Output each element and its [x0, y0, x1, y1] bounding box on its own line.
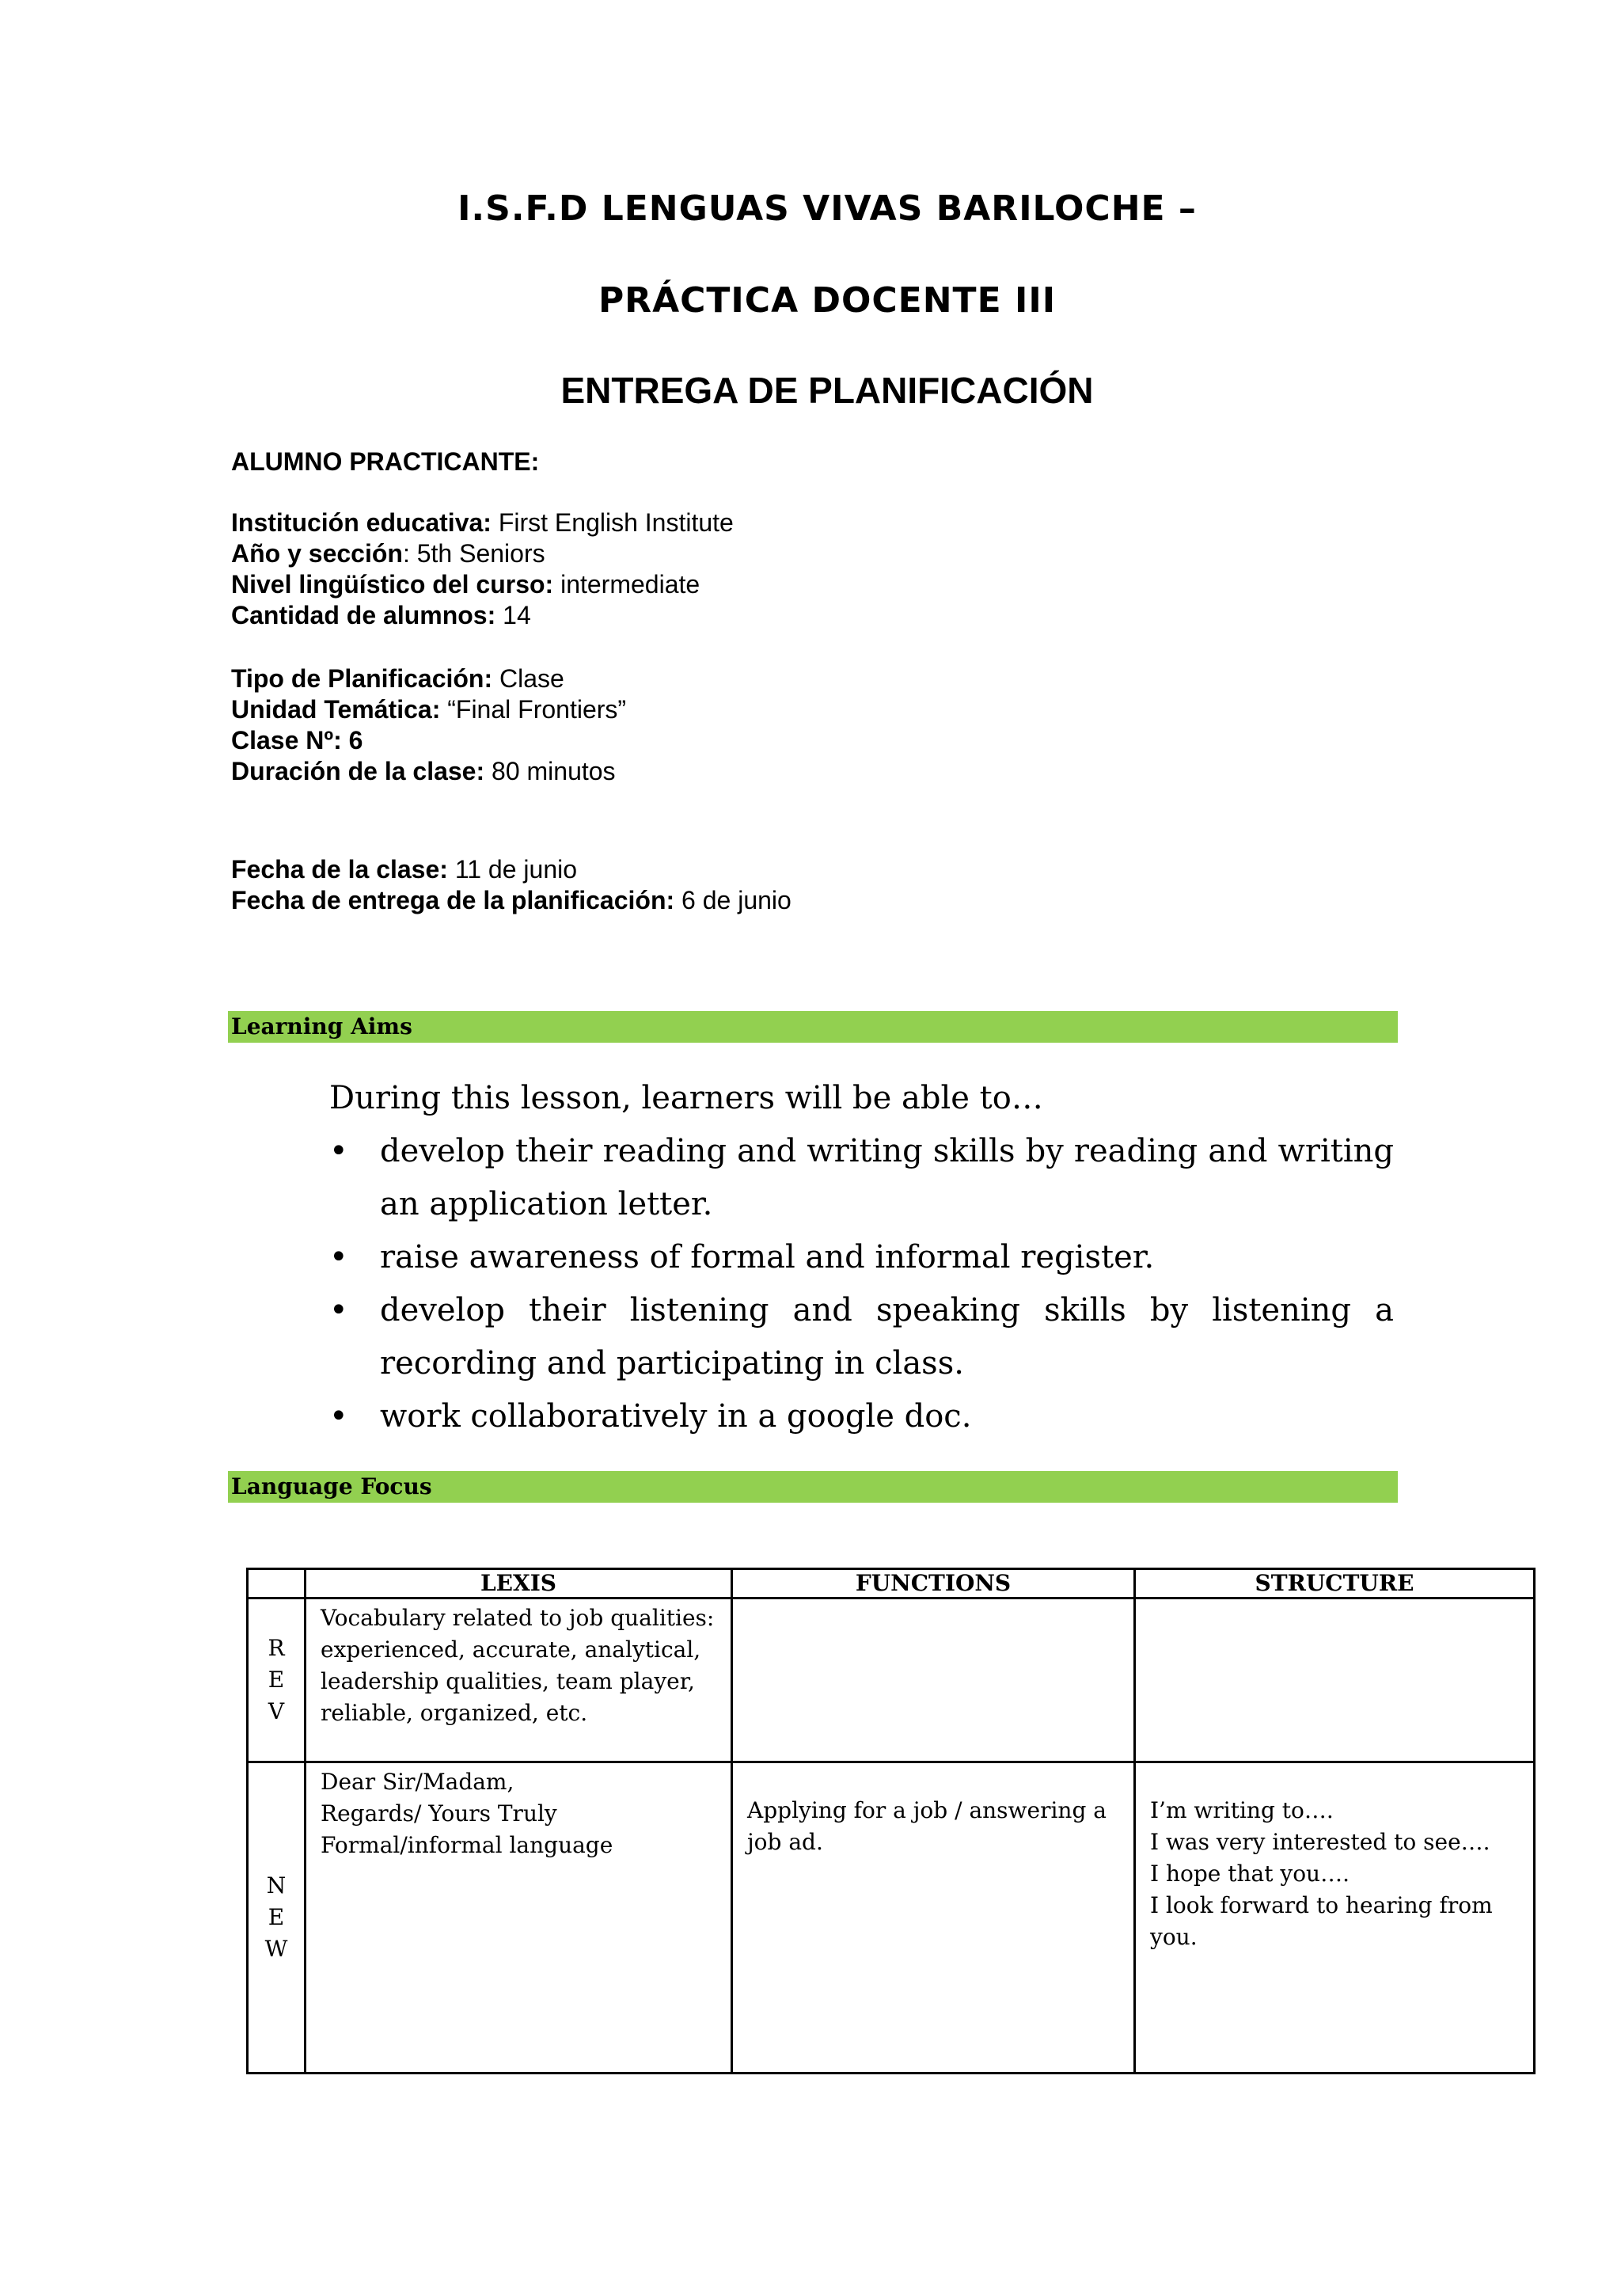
learning-aims-list [329, 1125, 1394, 1443]
table-header-functions: FUNCTIONS [732, 1569, 1135, 1598]
row-label-letter: E [268, 1667, 285, 1693]
info-value: 11 de junio [447, 855, 578, 884]
info-block-institution [231, 507, 734, 631]
language-focus-table [246, 1568, 1536, 2074]
info-value: 80 minutos [484, 757, 616, 785]
info-value: intermediate [553, 570, 700, 599]
info-row [231, 885, 792, 916]
info-label: Fecha de entrega de la planificación: [231, 886, 675, 914]
info-row [231, 600, 734, 631]
new-structure-cell [1135, 1762, 1535, 2074]
rev-lexis-cell: Vocabulary related to job qualities: experienced, accurate, analytical, leadership qualities, team player, reliable, organized, etc. [306, 1598, 732, 1762]
list-item: • raise awareness of formal and informal register. [329, 1231, 1394, 1284]
info-row [231, 725, 626, 756]
learning-aims-section [329, 1072, 1394, 1443]
info-value: First English Institute [491, 508, 734, 537]
course-title: PRÁCTICA DOCENTE III [598, 280, 1057, 321]
table-row-review [248, 1598, 1535, 1762]
row-label-letter: R [268, 1635, 285, 1661]
info-block-dates [231, 854, 792, 916]
table-header-structure: STRUCTURE [1135, 1569, 1535, 1598]
cell-line: I hope that you…. [1150, 1861, 1350, 1887]
info-value: : 5th Seniors [402, 539, 545, 568]
info-value: 14 [495, 601, 531, 629]
info-value: “Final Frontiers” [440, 695, 627, 724]
table-header-lexis: LEXIS [306, 1569, 732, 1598]
cell-line: I was very interested to see…. [1150, 1829, 1490, 1855]
table-corner-cell [248, 1569, 306, 1598]
document-title: ENTREGA DE PLANIFICACIÓN [560, 370, 1094, 411]
info-row [231, 507, 734, 538]
info-label: Año y sección [231, 539, 403, 568]
cell-line: I’m writing to…. [1150, 1797, 1334, 1823]
info-label: Nivel lingüístico del curso: [231, 570, 554, 599]
info-row [231, 663, 626, 694]
row-label-letter: V [268, 1698, 285, 1724]
alumno-label: ALUMNO PRACTICANTE: [231, 447, 540, 476]
learning-aims-heading: Learning Aims [228, 1011, 1398, 1043]
row-label-letter: E [268, 1904, 285, 1930]
cell-line: I look forward to hearing from you. [1150, 1892, 1493, 1950]
row-label-rev [248, 1598, 306, 1762]
info-label: Cantidad de alumnos: [231, 601, 496, 629]
info-row [231, 694, 626, 725]
info-label: Tipo de Planificación: [231, 664, 493, 693]
list-item: • develop their listening and speaking skills by listening a recording and participating in class. [329, 1284, 1394, 1390]
cell-line: Dear Sir/Madam, [321, 1769, 514, 1795]
info-row [231, 854, 792, 885]
row-label-letter: N [266, 1872, 287, 1899]
list-item: • work collaboratively in a google doc. [329, 1390, 1394, 1443]
info-row [231, 756, 626, 787]
language-focus-heading: Language Focus [228, 1471, 1398, 1503]
new-lexis-cell [306, 1762, 732, 2074]
table-header-row [248, 1569, 1535, 1598]
cell-line: Regards/ Yours Truly [321, 1800, 557, 1827]
info-row [231, 569, 734, 600]
info-value: 6 de junio [674, 886, 792, 914]
rev-functions-cell [732, 1598, 1135, 1762]
info-label: Unidad Temática: [231, 695, 441, 724]
row-label-letter: W [264, 1936, 288, 1962]
info-label: Fecha de la clase: [231, 855, 448, 884]
info-label: Clase Nº: 6 [231, 726, 363, 755]
info-label: Duración de la clase: [231, 757, 485, 785]
info-block-plan [231, 663, 626, 787]
table-row-new [248, 1762, 1535, 2074]
cell-line: Formal/informal language [321, 1832, 613, 1858]
institution-title: I.S.F.D LENGUAS VIVAS BARILOCHE – [457, 188, 1197, 229]
info-value: Clase [492, 664, 564, 693]
info-label: Institución educativa: [231, 508, 492, 537]
learning-aims-intro: During this lesson, learners will be able to… [329, 1080, 1043, 1116]
info-row [231, 538, 734, 569]
list-item: • develop their reading and writing skills by reading and writing an application letter. [329, 1125, 1394, 1231]
row-label-new [248, 1762, 306, 2074]
rev-structure-cell [1135, 1598, 1535, 1762]
new-functions-cell: Applying for a job / answering a job ad. [732, 1762, 1135, 2074]
